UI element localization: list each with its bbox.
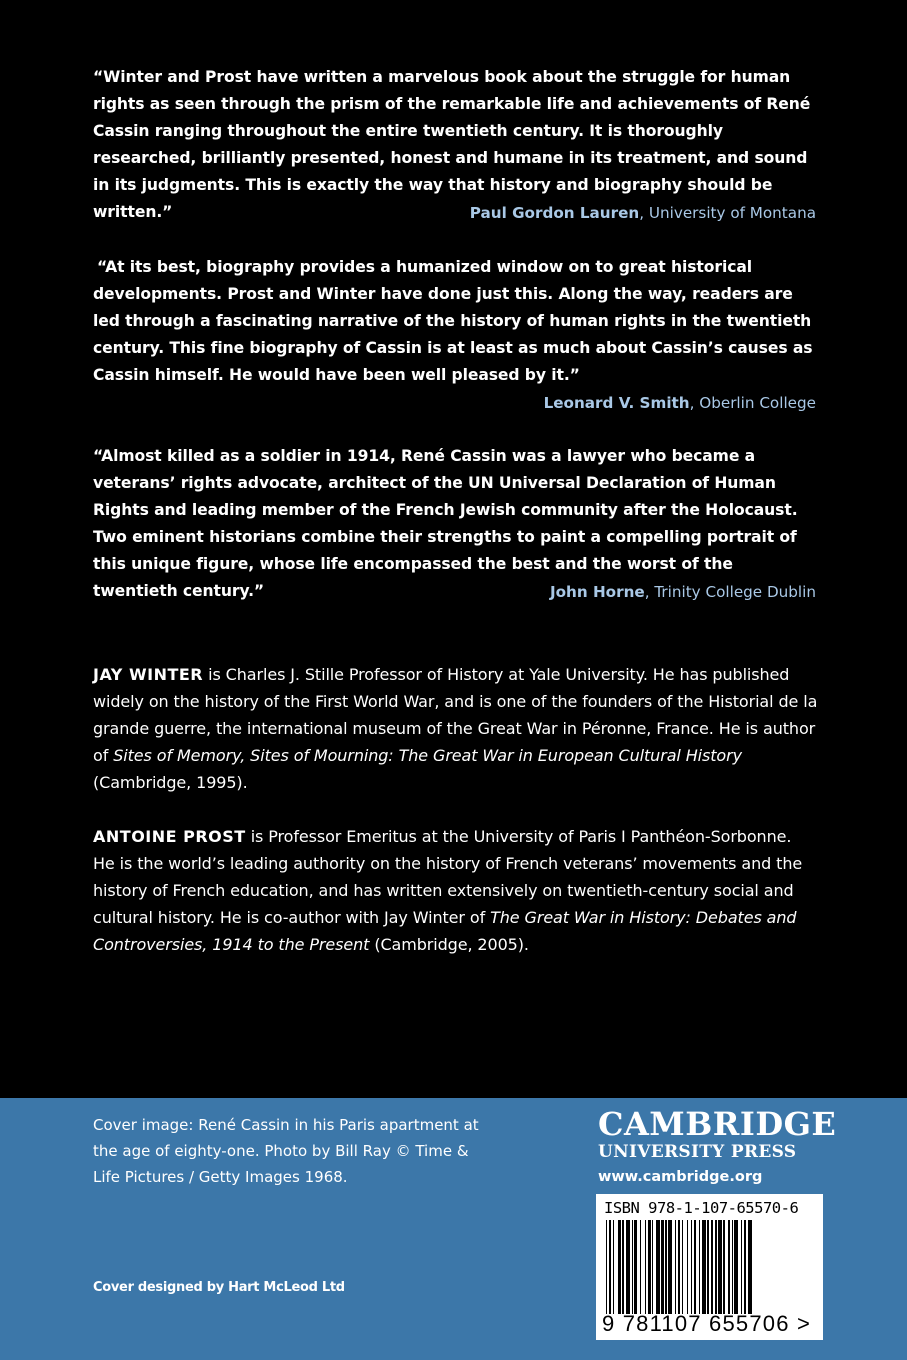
reviewer-affiliation: , University of Montana <box>639 204 816 222</box>
barcode-bar <box>618 1220 621 1314</box>
bio-text: (Cambridge, 1995). <box>93 773 248 792</box>
barcode-bar <box>702 1220 706 1314</box>
bio-text: is Professor Emeritus at the University of Paris I Panthéon-Sorbonne. He is the world’s leading authority on the history of French veterans’ movements and the history of French education, and has written extensively on twentieth-century social and cultural history. He is co-author with Jay Winter of <box>93 827 803 927</box>
barcode-bar <box>715 1220 716 1314</box>
barcode-bar <box>613 1220 614 1314</box>
isbn-label: ISBN 978-1-107-65570-6 <box>604 1199 799 1217</box>
review-attribution-3 <box>550 582 816 602</box>
review-quote-3: “Almost killed as a soldier in 1914, René Cassin was a lawyer who became a veterans’ rights advocate, architect of the UN Universal Declaration of Human Rights and leading member of the French Jewish community after the Holocaust. Two eminent historians combine their strengths to paint a compelling portrait of this unique figure, whose life encompassed the best and the worst of the twentieth century.” <box>93 447 798 600</box>
barcode-bar <box>606 1220 607 1314</box>
barcode-bar <box>634 1220 637 1314</box>
barcode-bar <box>640 1220 641 1314</box>
barcode-bar <box>723 1220 724 1314</box>
reviewer-affiliation: , Oberlin College <box>689 394 816 412</box>
review-quote-2: “At its best, biography provides a humanized window on to great historical developments. Prost and Winter have done just this. Along the way, readers are led through a fascinating narrative of the history of human rights in the twentieth century. This fine biography of Cassin is at least as much about Cassin’s causes as Cassin himself. He would have been well pleased by it.” <box>93 258 813 384</box>
barcode-bar <box>699 1220 700 1314</box>
barcode-bar <box>648 1220 651 1314</box>
publisher-logo-subtitle: UNIVERSITY PRESS <box>598 1142 797 1162</box>
barcode-bar <box>632 1220 633 1314</box>
barcode-bar <box>734 1220 738 1314</box>
bio-text: (Cambridge, 2005). <box>369 935 529 954</box>
barcode-bar <box>732 1220 733 1314</box>
barcode-bar <box>744 1220 747 1314</box>
publisher-logo: CAMBRIDGE <box>598 1105 837 1143</box>
barcode-bar <box>707 1220 708 1314</box>
author-name: ANTOINE PROST <box>93 827 246 846</box>
author-name: JAY WINTER <box>93 665 204 684</box>
reviewer-name: Leonard V. Smith <box>543 394 690 412</box>
footer-band <box>0 1098 907 1360</box>
barcode-bar <box>741 1220 742 1314</box>
barcode-bar <box>718 1220 722 1314</box>
barcode-bar <box>694 1220 697 1314</box>
barcode-bar <box>665 1220 666 1314</box>
bio-text: is Charles J. Stille Professor of History at Yale University. He has published widely on the history of the First World War, and is one of the founders of the Historial de la grande guerre, the international museum of the Great War in Péronne, France. He is author of <box>93 665 818 765</box>
barcode-bar <box>682 1220 683 1314</box>
reviewer-name: John Horne <box>549 583 645 601</box>
barcode-bar <box>711 1220 712 1314</box>
review-attribution-2 <box>544 393 816 413</box>
barcode-bar <box>678 1220 681 1314</box>
author-bio-prost <box>93 823 818 958</box>
barcode-bar <box>645 1220 646 1314</box>
barcode-bar <box>626 1220 630 1314</box>
author-bio-winter <box>93 661 818 796</box>
barcode-bars <box>606 1220 806 1314</box>
book-title: Sites of Memory, Sites of Mourning: The Great War in European Cultural History <box>113 746 742 765</box>
publisher-website: www.cambridge.org <box>598 1169 763 1185</box>
reviewer-affiliation: , Trinity College Dublin <box>644 583 816 601</box>
barcode-number: 9 781107 655706 > <box>602 1311 812 1336</box>
book-title: The Great War in History: Debates and Controversies, 1914 to the Present <box>93 908 797 954</box>
barcode-bar <box>652 1220 653 1314</box>
reviewer-name: Paul Gordon Lauren <box>469 204 640 222</box>
isbn-barcode <box>596 1194 823 1340</box>
barcode-bar <box>609 1220 612 1314</box>
barcode-bar <box>675 1220 676 1314</box>
cover-image-credit: Cover image: René Cassin in his Paris apartment at the age of eighty-one. Photo by Bill Ray © Time & Life Pictures / Getty Images 1968. <box>93 1116 479 1186</box>
barcode-bar <box>661 1220 664 1314</box>
barcode-bar <box>656 1220 660 1314</box>
barcode-bar <box>748 1220 752 1314</box>
barcode-bar <box>622 1220 623 1314</box>
review-quote-1: “Winter and Prost have written a marvelous book about the struggle for human rights as seen through the prism of the remarkable life and achievements of René Cassin ranging throughout the entire twentieth century. It is thoroughly researched, brilliantly presented, honest and humane in its treatment, and sound in its judgments. This is exactly the way that history and biography should be written.” <box>93 68 811 221</box>
review-attribution-1 <box>470 203 816 223</box>
cover-designer-credit: Cover designed by Hart McLeod Ltd <box>93 1280 345 1295</box>
barcode-bar <box>691 1220 692 1314</box>
barcode-bar <box>668 1220 672 1314</box>
barcode-bar <box>687 1220 688 1314</box>
barcode-bar <box>728 1220 731 1314</box>
